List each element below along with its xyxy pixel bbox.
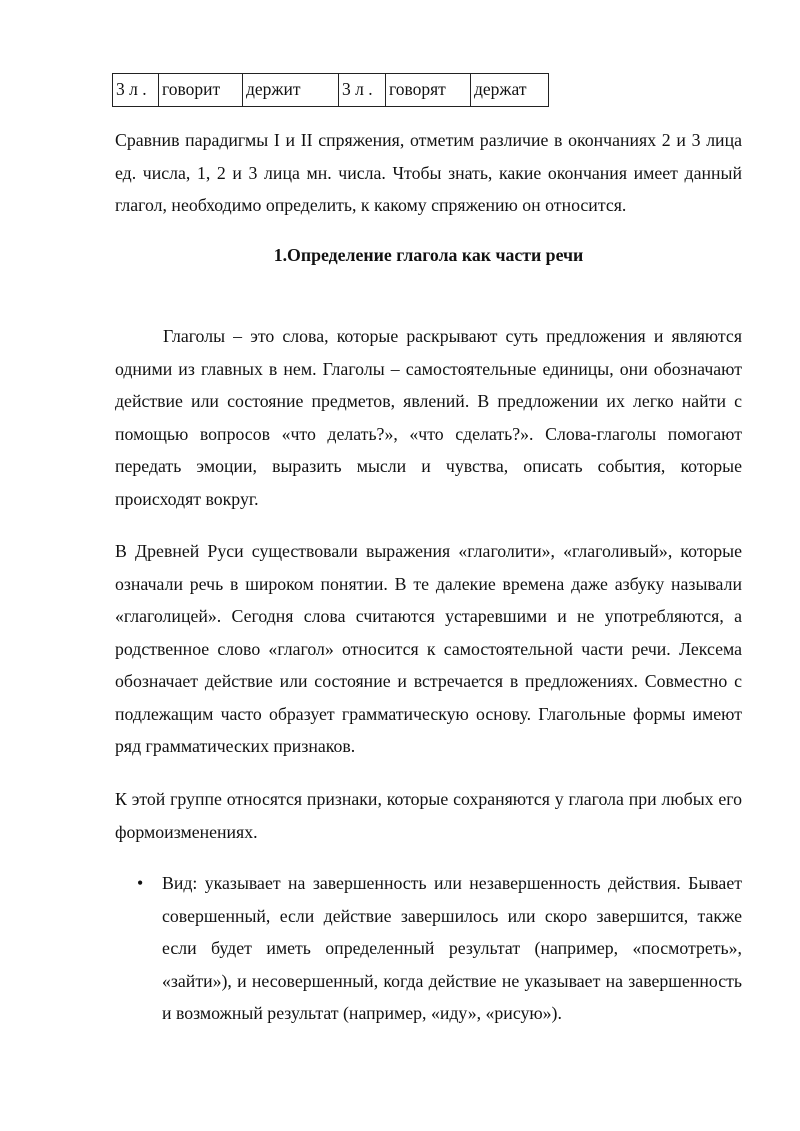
bullet-icon: • <box>137 873 144 893</box>
table-cell: 3 л . <box>113 74 159 107</box>
table-row <box>113 74 549 107</box>
section-heading: 1.Определение глагола как части речи <box>273 245 584 265</box>
table-cell: держит <box>243 74 339 107</box>
table-cell: говорят <box>386 74 471 107</box>
conjugation-table <box>112 73 549 107</box>
paragraph-definition: Глаголы – это слова, которые раскрывают суть предложения и являются одними из главных в нем. Глаголы – самостоятельные единицы, они обозначают действие или состояние предметов, явлений. В предложении их легко найти с помощью вопросов «что делать?», «что сделать?». Слова-глаголы помогают передать эмоции, выразить мысли и чувства, описать события, которые происходят вокруг. <box>115 326 742 509</box>
paragraph-history: В Древней Руси существовали выражения «глаголити», «глаголивый», которые означали речь в широком понятии. В те далекие времена даже азбуку называли «глаголицей». Сегодня слова считаются устаревшими и не употребляются, а родственное слово «глагол» относится к самостоятельной части речи. Лексема обозначает действие или состояние и встречается в предложениях. Совместно с подлежащим часто образует грамматическую основу. Глагольные формы имеют ряд грамматических признаков. <box>115 541 742 756</box>
paragraph-comparison: Сравнив парадигмы I и II спряжения, отметим различие в окончаниях 2 и 3 лица ед. числа, 1, 2 и 3 лица мн. числа. Чтобы знать, какие окончания имеет данный глагол, необходимо определить, к какому спряжению он относится. <box>115 130 742 215</box>
list-item-text: Вид: указывает на завершенность или незавершенность действия. Бывает совершенный, если действие завершилось или скоро завершится, также если будет иметь определенный результат (например, «посмотреть», «зайти»), и несовершенный, когда действие не указывает на завершенность и возможный результат (например, «иду», «рисую»). <box>162 873 742 1023</box>
paragraph-features-intro: К этой группе относятся признаки, которые сохраняются у глагола при любых его формоизменениях. <box>115 789 742 842</box>
list-item <box>115 867 742 1030</box>
table-cell: говорит <box>159 74 243 107</box>
table-cell: 3 л . <box>339 74 386 107</box>
table-cell: держат <box>471 74 549 107</box>
